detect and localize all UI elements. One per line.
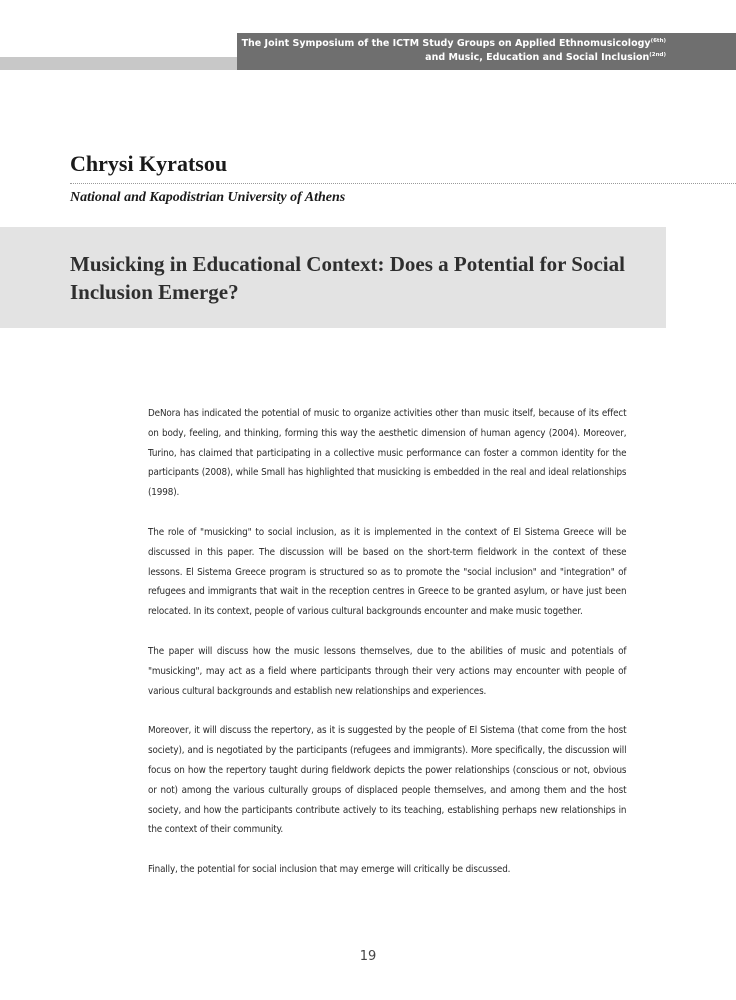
running-header [237,33,736,70]
abstract-paragraph: Moreover, it will discuss the repertory, as it is suggested by the people of El Sistema (that come from the host society), and is negotiated by the participants (refugees and immigrants). More specifically, the discussion will focus on how the repertory taught during fieldwork depicts the power relationships (conscious or not, obvious or not) among the various culturally groups of displaced people themselves, and among them and the host society, and how the participants contribute actively to its teaching, establishing perhaps new relationships in the context of their community. [148,725,627,836]
abstract-paragraph: The paper will discuss how the music lessons themselves, due to the abilities of music and potentials of "musicking", may act as a field where participants through their very actions may encounter with people of various cultural backgrounds and establish new relationships and experiences. [148,645,627,697]
abstract-paragraph: Finally, the potential for social inclusion that may emerge will critically be discussed. [148,864,511,876]
page-number: 19 [359,949,377,964]
paper-title: Musicking in Educational Context: Does a Potential for Social Inclusion Emerge? [70,252,625,304]
author-name: Chrysi Kyratsou [70,151,228,176]
author-affiliation: National and Kapodistrian University of Athens [70,190,346,205]
abstract-body [148,404,627,900]
running-header-line-1: The Joint Symposium of the ICTM Study Groups on Applied Ethnomusicology$^{(6th)}$ [241,38,666,49]
abstract-paragraph: DeNora has indicated the potential of music to organize activities other than music itself, because of its effect on body, feeling, and thinking, forming this way the aesthetic dimension of human agency (2004). Moreover, Turino, has claimed that participating in a collective music performance can foster a common identity for the participants (2008), while Small has highlighted that musicking is embedded in the real and ideal relationships (1998). [148,408,627,499]
author-divider [70,183,736,184]
running-header-line-2: and Music, Education and Social Inclusion$^{(2nd)}$ [425,52,666,63]
abstract-paragraph: The role of "musicking" to social inclusion, as it is implemented in the context of El Sistema Greece will be discussed in this paper. The discussion will be based on the short-term fieldwork in the context of these lessons. El Sistema Greece program is structured so as to promote the "social inclusion" and "integration" of refugees and immigrants that wait in the reception centres in Greece to be granted asylum, or have just been relocated. In its context, people of various cultural backgrounds encounter and make music together. [148,526,627,618]
